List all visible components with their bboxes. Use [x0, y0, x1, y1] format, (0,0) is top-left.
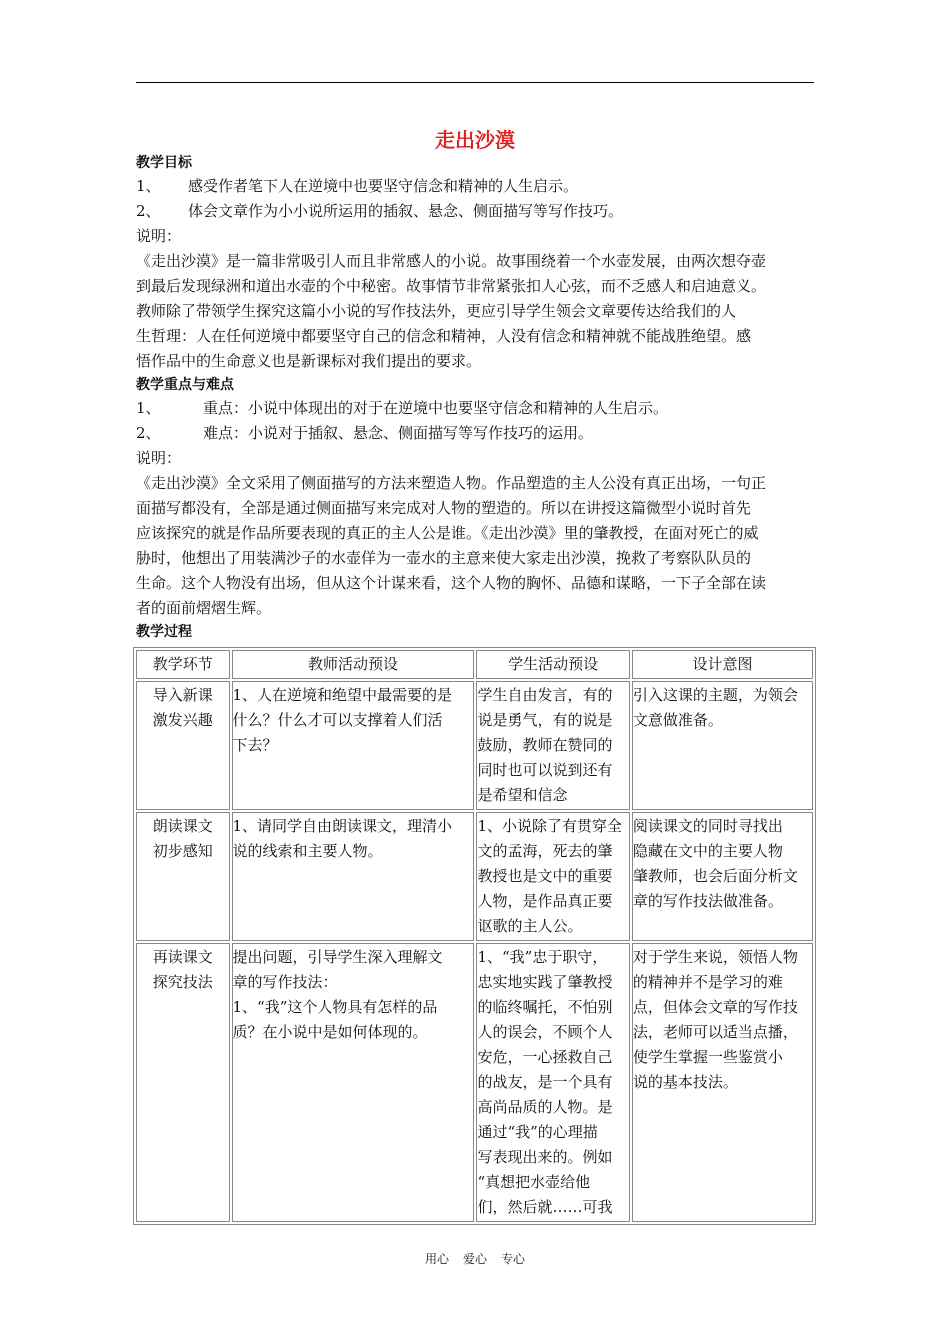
focus-note-line: 者的面前熠熠生辉。 — [136, 599, 272, 617]
table-header-row — [136, 650, 813, 679]
stage-cell: 再读课文 探究技法 — [136, 943, 230, 1222]
goals-note-line: 《走出沙漠》是一篇非常吸引人而且非常感人的小说。故事围绕着一个水壶发展，由两次想夺壶 — [136, 252, 767, 270]
intent-cell: 引入这课的主题，为领会 文意做准备。 — [632, 681, 813, 810]
goals-note-line: 到最后发现绿洲和道出水壶的个中秘密。故事情节非常紧张扣人心弦，而不乏感人和启迪意义。 — [136, 277, 767, 295]
process-heading: 教学过程 — [136, 624, 192, 640]
goals-note-line: 生哲理：人在任何逆境中都要坚守自己的信念和精神，人没有信念和精神就不能战胜绝望。感 — [136, 327, 752, 345]
header-cell-intent: 设计意图 — [632, 650, 813, 679]
table-row — [136, 681, 813, 810]
stage-cell: 朗读课文 初步感知 — [136, 812, 230, 941]
teacher-cell: 1、人在逆境和绝望中最需要的是 什么？什么才可以支撑着人们活 下去？ — [232, 681, 475, 810]
focus-note-line: 胁时，他想出了用装满沙子的水壶佯为一壶水的主意来使大家走出沙漠，挽救了考察队队员的 — [136, 549, 752, 567]
student-cell: 1、小说除了有贯穿全 文的孟海，死去的肇 教授也是文中的重要 人物，是作品真正要 讴歌的主人公。 — [476, 812, 629, 941]
footer-word: 爱心 — [462, 1252, 487, 1266]
teacher-cell: 提出问题，引导学生深入理解文 章的写作技法： 1、“我”这个人物具有怎样的品 质？在小说中是如何体现的。 — [232, 943, 475, 1222]
intent-cell: 对于学生来说，领悟人物 的精神并不是学习的难 点，但体会文章的写作技 法，老师可以适当点播， 使学生掌握一些鉴赏小 说的基本技法。 — [632, 943, 813, 1222]
goals-note-line: 悟作品中的生命意义也是新课标对我们提出的要求。 — [136, 352, 482, 370]
focus-heading: 教学重点与难点 — [136, 377, 234, 393]
teaching-process-table — [133, 647, 816, 1225]
focus-note-line: 《走出沙漠》全文采用了侧面描写的方法来塑造人物。作品塑造的主人公没有真正出场，一句正 — [136, 474, 767, 492]
footer-word: 用心 — [424, 1252, 449, 1266]
table-row — [136, 943, 813, 1222]
focus-item: 2、 难点：小说对于插叙、悬念、侧面描写等写作技巧的运用。 — [136, 424, 594, 442]
goals-heading: 教学目标 — [136, 155, 192, 171]
teacher-cell: 1、请同学自由朗读课文，理清小 说的线索和主要人物。 — [232, 812, 475, 941]
goal-item: 1、 感受作者笔下人在逆境中也要坚守信念和精神的人生启示。 — [136, 177, 579, 195]
goals-note-label: 说明： — [136, 227, 182, 245]
focus-item: 1、 重点：小说中体现出的对于在逆境中也要坚守信念和精神的人生启示。 — [136, 399, 669, 417]
student-cell: 学生自由发言，有的 说是勇气，有的说是 鼓励，教师在赞同的 同时也可以说到还有 是希望和信念 — [476, 681, 629, 810]
focus-note-label: 说明： — [136, 449, 182, 467]
header-cell-teacher: 教师活动预设 — [232, 650, 475, 679]
focus-note-line: 生命。这个人物没有出场，但从这个计谋来看，这个人物的胸怀、品德和谋略，一下子全部在读 — [136, 574, 767, 592]
document-body — [136, 152, 820, 643]
footer-word: 专心 — [501, 1252, 526, 1266]
header-cell-stage: 教学环节 — [136, 650, 230, 679]
stage-cell: 导入新课 激发兴趣 — [136, 681, 230, 810]
goal-item: 2、 体会文章作为小小说所运用的插叙、悬念、侧面描写等写作技巧。 — [136, 202, 624, 220]
page-title: 走出沙漠 — [435, 128, 515, 152]
header-rule — [136, 82, 814, 83]
focus-note-line: 应该探究的就是作品所要表现的真正的主人公是谁。《走出沙漠》里的肇教授，在面对死亡的威 — [136, 524, 759, 542]
page-footer — [0, 1250, 950, 1267]
table-row — [136, 812, 813, 941]
student-cell: 1、“我”忠于职守， 忠实地实践了肇教授 的临终嘱托，不怕别 人的误会，不顾个人 安危，一心拯救自己 的战友，是一个具有 高尚品质的人物。是 通过“我”的心理描 写表现出来的。例如 “真想把水壶给他 们，然后就……可我 — [476, 943, 629, 1222]
focus-note-line: 面描写都没有，全部是通过侧面描写来完成对人物的塑造的。所以在讲授这篇微型小说时首先 — [136, 499, 752, 517]
intent-cell: 阅读课文的同时寻找出 隐藏在文中的主要人物 肇教师，也会后面分析文 章的写作技法做准备。 — [632, 812, 813, 941]
header-cell-student: 学生活动预设 — [476, 650, 629, 679]
goals-note-line: 教师除了带领学生探究这篇小小说的写作技法外，更应引导学生领会文章要传达给我们的人 — [136, 302, 737, 320]
